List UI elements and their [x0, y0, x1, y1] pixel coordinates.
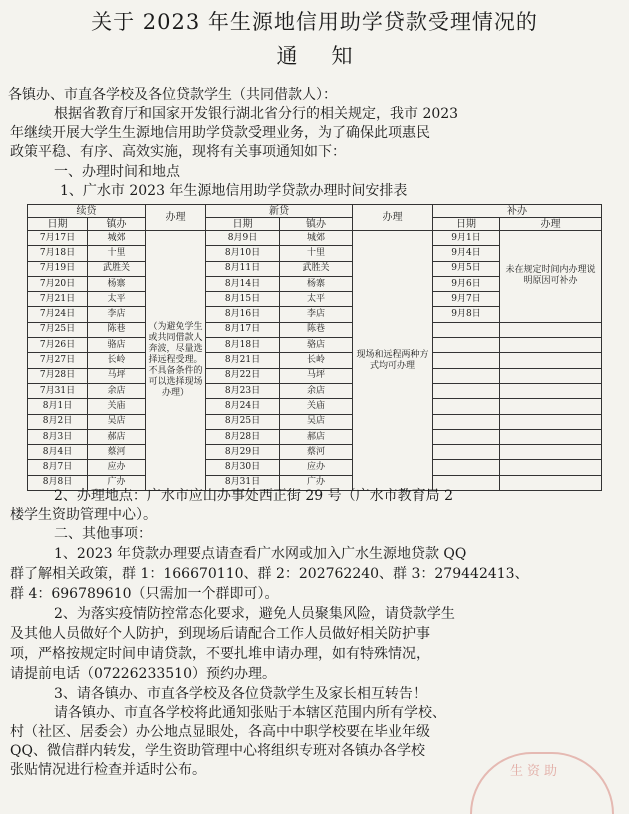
new-date-cell: 8月17日 [206, 322, 280, 337]
renew-date-cell: 8月3日 [28, 429, 88, 444]
new-date-cell: 8月9日 [206, 231, 280, 246]
new-town-header: 镇办 [280, 218, 353, 231]
new-town-cell: 十里 [280, 246, 353, 261]
supp-empty-cell [433, 322, 500, 337]
new-date-cell: 8月28日 [206, 429, 280, 444]
new-date-cell: 8月16日 [206, 307, 280, 322]
supp-empty-cell [433, 368, 500, 383]
group-new-header: 新贷 [206, 205, 353, 218]
new-town-cell: 李店 [280, 307, 353, 322]
item1-line-3: 群 4：696789610（只需加一个群即可）。 [10, 586, 279, 602]
renew-date-cell: 7月26日 [28, 338, 88, 353]
new-date-cell: 8月23日 [206, 383, 280, 398]
new-town-cell: 关庙 [280, 399, 353, 414]
new-date-header: 日期 [206, 218, 280, 231]
supp-empty-cell [433, 338, 500, 353]
renew-date-cell: 8月7日 [28, 460, 88, 475]
renew-method-header: 办理 [146, 205, 206, 231]
item3-line-4: 张贴情况进行检查并适时公布。 [10, 762, 206, 778]
renew-town-cell: 蔡河 [88, 445, 146, 460]
supp-date-header: 日期 [433, 218, 500, 231]
new-town-cell: 城郊 [280, 231, 353, 246]
supp-date-cell: 9月4日 [433, 246, 500, 261]
new-method-header: 办理 [353, 205, 433, 231]
new-town-cell: 广办 [280, 475, 353, 490]
renew-date-cell: 7月18日 [28, 246, 88, 261]
supp-date-cell: 9月6日 [433, 276, 500, 291]
renew-date-cell: 7月25日 [28, 322, 88, 337]
supp-empty-cell [500, 429, 602, 444]
table-row [28, 338, 602, 353]
supp-date-cell: 9月1日 [433, 231, 500, 246]
item2-line-2: 及其他人员做好个人防护，到现场后请配合工作人员做好相关防护事 [10, 626, 430, 642]
renew-date-cell: 7月31日 [28, 383, 88, 398]
new-town-cell: 郝店 [280, 429, 353, 444]
item2-line-4: 请提前电话（07226233510）预约办理。 [10, 666, 276, 682]
renew-date-cell: 7月28日 [28, 368, 88, 383]
supp-empty-cell [500, 475, 602, 490]
renew-date-cell: 8月1日 [28, 399, 88, 414]
new-town-cell: 武胜关 [280, 261, 353, 276]
table-row [28, 399, 602, 414]
renew-date-header: 日期 [28, 218, 88, 231]
table-title: 1、广水市 2023 年生源地信用助学贷款办理时间安排表 [60, 183, 408, 199]
renew-date-cell: 8月4日 [28, 445, 88, 460]
supp-empty-cell [500, 368, 602, 383]
supp-empty-cell [500, 414, 602, 429]
renew-town-cell: 应办 [88, 460, 146, 475]
new-town-cell: 长岭 [280, 353, 353, 368]
new-date-cell: 8月21日 [206, 353, 280, 368]
section1-heading: 一、办理时间和地点 [54, 164, 180, 180]
supp-empty-cell [433, 399, 500, 414]
new-town-cell: 骆店 [280, 338, 353, 353]
supp-empty-cell [500, 322, 602, 337]
new-town-cell: 蔡河 [280, 445, 353, 460]
new-town-cell: 余店 [280, 383, 353, 398]
supp-empty-cell [433, 414, 500, 429]
table-row [28, 353, 602, 368]
renew-town-cell: 杨寨 [88, 276, 146, 291]
renew-town-cell: 陈巷 [88, 322, 146, 337]
supp-empty-cell [433, 353, 500, 368]
section2-heading: 二、其他事项： [54, 526, 152, 542]
location-line-2: 楼学生资助管理中心）。 [10, 507, 157, 523]
new-town-cell: 吴店 [280, 414, 353, 429]
document-title-line2: 通知 [276, 44, 387, 68]
supp-date-cell: 9月8日 [433, 307, 500, 322]
supp-empty-cell [500, 353, 602, 368]
new-date-cell: 8月29日 [206, 445, 280, 460]
group-supp-header: 补办 [433, 205, 602, 218]
table-row [28, 445, 602, 460]
renew-town-cell: 郝店 [88, 429, 146, 444]
renew-town-cell: 十里 [88, 246, 146, 261]
table-row [28, 368, 602, 383]
renew-town-cell: 广办 [88, 475, 146, 490]
renew-town-cell: 太平 [88, 292, 146, 307]
intro-line-3: 政策平稳、有序、高效实施，现将有关事项通知如下： [10, 144, 346, 160]
supp-empty-cell [500, 445, 602, 460]
renew-town-header: 镇办 [88, 218, 146, 231]
new-method-note: 现场和远程两种方式均可办理 [353, 231, 433, 491]
document-title-line1: 关于 2023 年生源地信用助学贷款受理情况的 [91, 10, 538, 34]
new-date-cell: 8月31日 [206, 475, 280, 490]
table-row [28, 414, 602, 429]
supp-empty-cell [500, 338, 602, 353]
item1-line-2: 群了解相关政策，群 1：166670110、群 2：202762240、群 3：279442413、 [10, 566, 529, 582]
table-row [28, 383, 602, 398]
supp-empty-cell [433, 429, 500, 444]
renew-date-cell: 7月27日 [28, 353, 88, 368]
new-town-cell: 应办 [280, 460, 353, 475]
official-seal-text: 生资助 [510, 764, 562, 779]
renew-date-cell: 7月24日 [28, 307, 88, 322]
supp-empty-cell [433, 445, 500, 460]
new-date-cell: 8月25日 [206, 414, 280, 429]
supp-empty-cell [500, 383, 602, 398]
schedule-table [27, 204, 602, 491]
renew-method-note: （为避免学生或共同借款人奔波，尽量选择远程受理。不具备条件的可以选择现场办理） [146, 231, 206, 491]
supp-method-header: 办理 [500, 218, 602, 231]
item3-line-2: 村（社区、居委会）办公地点显眼处，各高中中职学校要在毕业年级 [10, 724, 430, 740]
renew-town-cell: 长岭 [88, 353, 146, 368]
renew-town-cell: 余店 [88, 383, 146, 398]
supp-empty-cell [500, 399, 602, 414]
item2-line-3: 项，严格按规定时间申请贷款，不要扎堆申请办理，如有特殊情况， [10, 646, 430, 662]
new-date-cell: 8月30日 [206, 460, 280, 475]
renew-date-cell: 7月19日 [28, 261, 88, 276]
new-date-cell: 8月24日 [206, 399, 280, 414]
intro-line-1: 根据省教育厅和国家开发银行湖北省分行的相关规定，我市 2023 [54, 106, 459, 122]
new-date-cell: 8月10日 [206, 246, 280, 261]
new-town-cell: 太平 [280, 292, 353, 307]
renew-town-cell: 吴店 [88, 414, 146, 429]
supp-date-cell: 9月5日 [433, 261, 500, 276]
table-row [28, 460, 602, 475]
renew-date-cell: 7月20日 [28, 276, 88, 291]
group-renew-header: 续贷 [28, 205, 146, 218]
new-date-cell: 8月22日 [206, 368, 280, 383]
renew-town-cell: 关庙 [88, 399, 146, 414]
item2-line-1: 2、为落实疫情防控常态化要求，避免人员聚集风险，请贷款学生 [54, 606, 455, 622]
location-line-1: 2、办理地点：广水市应山办事处西正街 29 号（广水市教育局 2 [54, 488, 453, 504]
renew-town-cell: 马坪 [88, 368, 146, 383]
new-town-cell: 马坪 [280, 368, 353, 383]
item3-heading: 3、请各镇办、市直各学校及各位贷款学生及家长相互转告！ [54, 686, 427, 702]
renew-date-cell: 8月2日 [28, 414, 88, 429]
renew-date-cell: 8月8日 [28, 475, 88, 490]
new-date-cell: 8月11日 [206, 261, 280, 276]
new-date-cell: 8月15日 [206, 292, 280, 307]
new-town-cell: 杨寨 [280, 276, 353, 291]
renew-town-cell: 李店 [88, 307, 146, 322]
table-row [28, 231, 602, 246]
salutation: 各镇办、市直各学校及各位贷款学生（共同借款人）： [8, 87, 337, 103]
renew-town-cell: 城郊 [88, 231, 146, 246]
table-row [28, 429, 602, 444]
item1-line-1: 1、2023 年贷款办理要点请查看广水网或加入广水生源地贷款 QQ [54, 546, 467, 562]
item3-line-3: QQ、微信群内转发，学生资助管理中心将组织专班对各镇办各学校 [10, 743, 425, 759]
renew-date-cell: 7月17日 [28, 231, 88, 246]
renew-date-cell: 7月21日 [28, 292, 88, 307]
intro-line-2: 年继续开展大学生生源地信用助学贷款受理业务，为了确保此项惠民 [10, 125, 430, 141]
supp-empty-cell [433, 460, 500, 475]
supp-date-cell: 9月7日 [433, 292, 500, 307]
new-town-cell: 陈巷 [280, 322, 353, 337]
supp-method-note: 未在规定时间内办理说明原因可补办 [500, 231, 602, 323]
new-date-cell: 8月14日 [206, 276, 280, 291]
item3-line-1: 请各镇办、市直各学校将此通知张贴于本辖区范围内所有学校、 [54, 705, 446, 721]
renew-town-cell: 武胜关 [88, 261, 146, 276]
new-date-cell: 8月18日 [206, 338, 280, 353]
table-row [28, 322, 602, 337]
renew-town-cell: 骆店 [88, 338, 146, 353]
supp-empty-cell [433, 383, 500, 398]
supp-empty-cell [500, 460, 602, 475]
